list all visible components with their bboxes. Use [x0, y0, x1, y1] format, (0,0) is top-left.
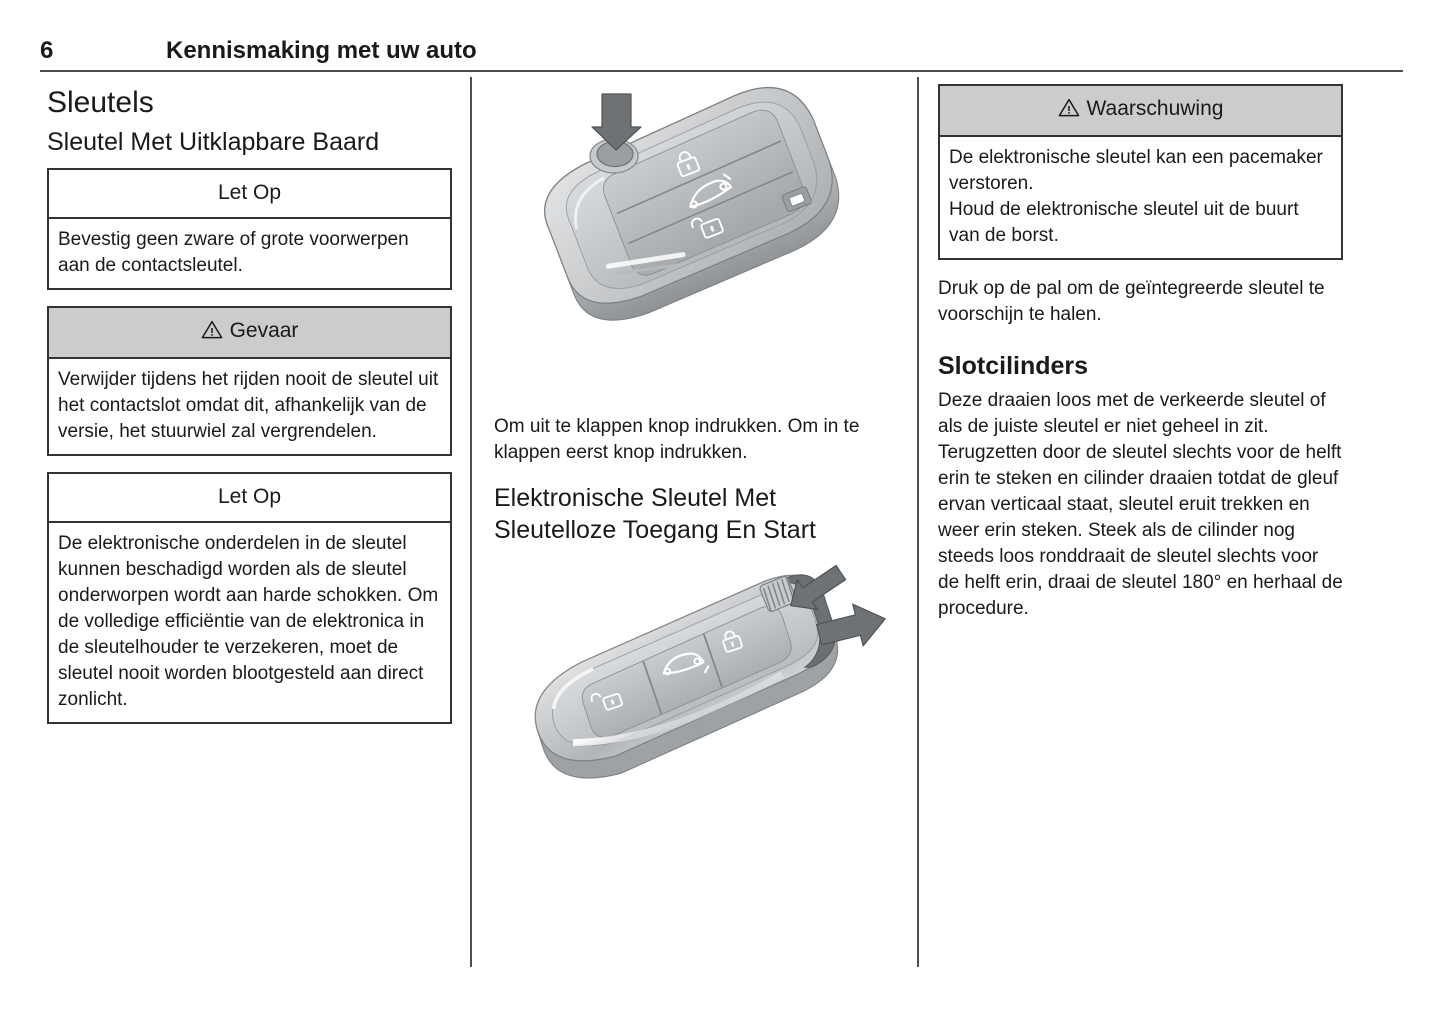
- folding-key-instruction: Om uit te klappen knop indrukken. Om in te klappen eerst knop indrukken.: [494, 416, 860, 463]
- notice-box-gevaar: [47, 306, 452, 456]
- notice-body: De elektronische onderdelen in de sleutel kunnen beschadigd worden als de sleutel onderworpen wordt aan harde schokken. Om de volledige efficiëntie van de elektronica in de sleutelhouder te verzekeren, moet de sleutel nooit worden blootgesteld aan direct zonlicht.: [58, 533, 439, 710]
- notice-body-line-2: Houd de elektronische sleutel uit de buurt van de borst.: [949, 199, 1299, 246]
- notice-body-line-1: De elektronische sleutel kan een pacemaker verstoren.: [949, 147, 1323, 194]
- warning-triangle-icon: [1058, 97, 1080, 125]
- notice-heading-label: Gevaar: [229, 319, 299, 342]
- header-divider-rule: [40, 70, 1403, 72]
- column-divider-right: [917, 77, 919, 967]
- lock-cylinders-text: Deze draaien loos met de verkeerde sleutel of als de juiste sleutel er niet geheel in zit. Terugzetten door de sleutel slechts voor de helft erin te steken en cilinder draaien totdat de gleuf ervan verticaal staat, sleutel eruit trekken en weer erin steken. Steek als de cilinder nog steeds loos ronddraait de sleutel slechts voor de helft erin, draai de sleutel 180° en herhaal de procedure.: [938, 390, 1343, 619]
- page-header-title: Kennismaking met uw auto: [166, 37, 477, 64]
- page-header: [40, 36, 1403, 76]
- notice-box-waarschuwing: [938, 84, 1343, 260]
- notice-box-let-op-1: [47, 168, 452, 290]
- page-title: Sleutels: [47, 86, 154, 119]
- subsection-heading-electronic-key: Elektronische Sleutel Met Sleutelloze Toegang En Start: [494, 484, 816, 544]
- integrated-key-instruction: Druk op de pal om de geïntegreerde sleutel te voorschijn te halen.: [938, 278, 1325, 325]
- notice-heading: Let Op: [49, 474, 450, 523]
- notice-heading-label: Waarschuwing: [1086, 97, 1224, 120]
- subsection-heading-lock-cylinders: Slotcilinders: [938, 352, 1089, 380]
- notice-heading-danger: [49, 308, 450, 359]
- content-column-3: [938, 84, 1343, 622]
- notice-box-let-op-2: [47, 472, 452, 724]
- content-column-1: [47, 84, 452, 740]
- notice-body: Bevestig geen zware of grote voorwerpen aan de contactsleutel.: [58, 229, 409, 276]
- notice-body: [940, 137, 1341, 258]
- folding-key-fob-illustration: [494, 84, 899, 414]
- subsection-heading-folding-key: Sleutel Met Uitklapbare Baard: [47, 128, 380, 156]
- page-number: 6: [40, 37, 54, 64]
- column-divider-left: [470, 77, 472, 967]
- warning-triangle-icon: [201, 319, 223, 347]
- notice-heading: Let Op: [49, 170, 450, 219]
- content-column-2: [494, 84, 899, 836]
- notice-body: Verwijder tijdens het rijden nooit de sleutel uit het contactslot omdat dit, afhankelijk van de versie, het stuurwiel zal vergrendelen.: [58, 369, 439, 442]
- notice-heading-warning: [940, 86, 1341, 137]
- smart-key-fob-illustration: [494, 556, 899, 836]
